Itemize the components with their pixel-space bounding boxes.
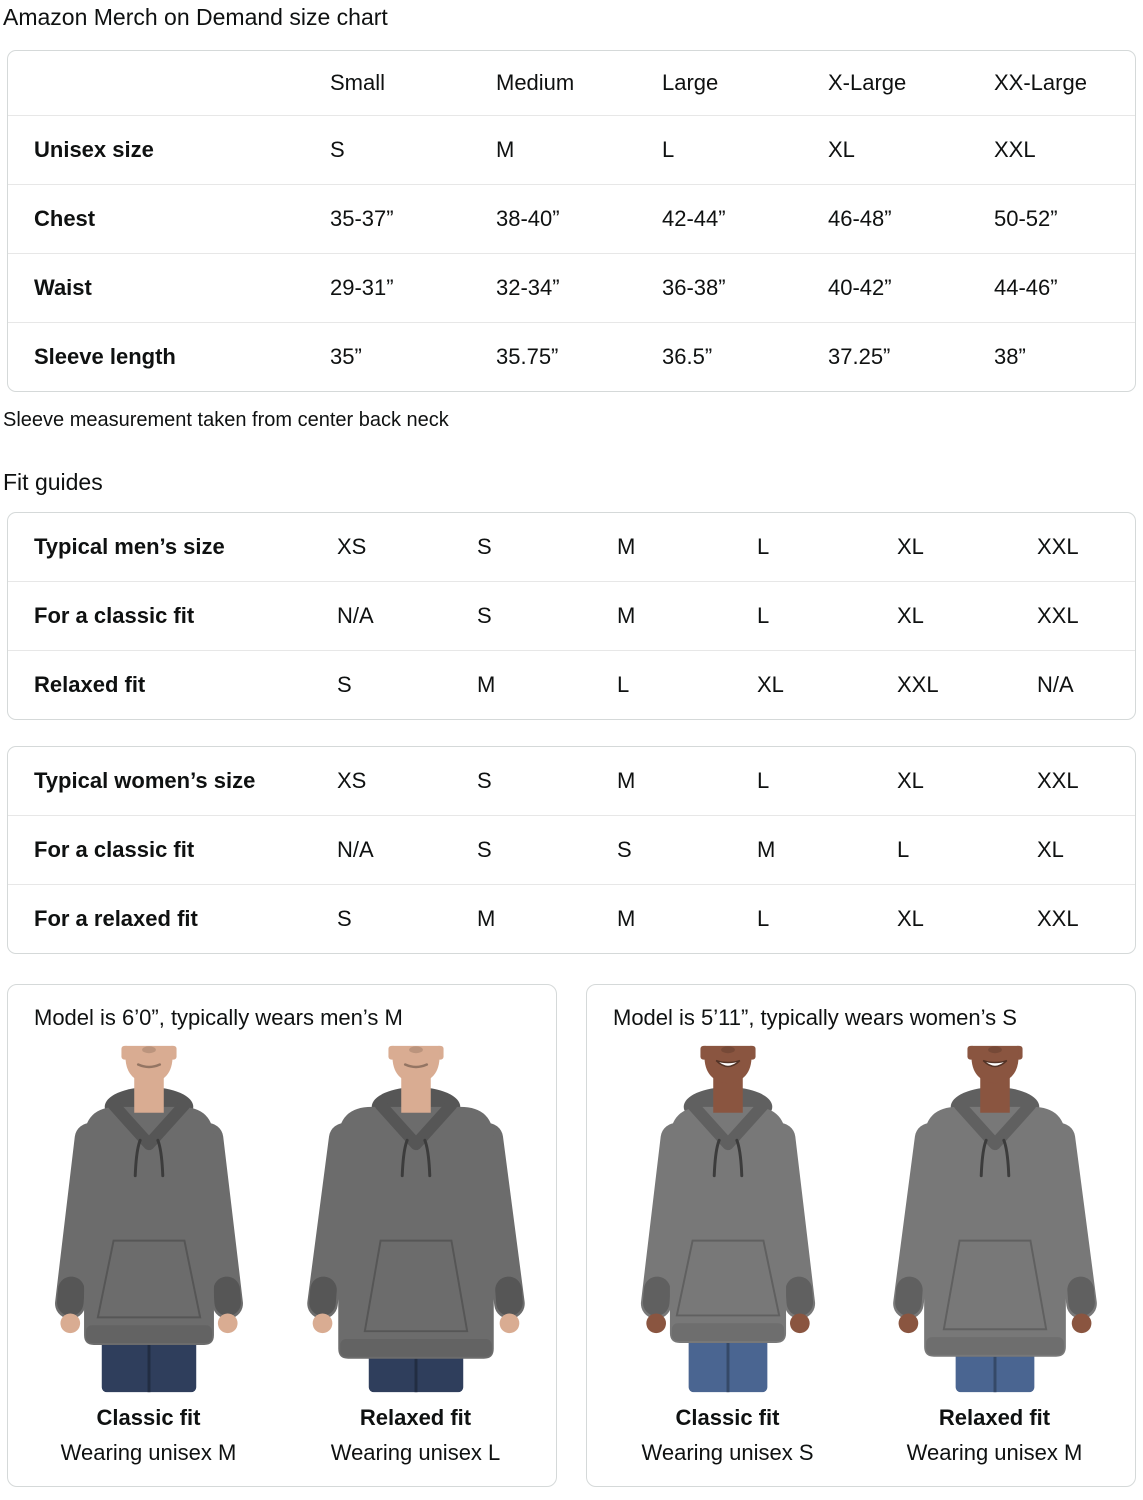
model-figure	[18, 1045, 279, 1466]
table-cell: L	[757, 603, 770, 628]
row-label: Chest	[34, 206, 96, 231]
row-label: For a relaxed fit	[34, 906, 198, 931]
table-cell: M	[617, 906, 636, 931]
table-cell: M	[477, 906, 496, 931]
model-figure	[597, 1045, 858, 1466]
table-row-sleeve-length	[8, 322, 1135, 391]
size-chart-page	[0, 4, 1143, 1487]
row-label: Typical men’s size	[34, 534, 225, 559]
table-cell: 37.25”	[828, 344, 891, 369]
table-cell: L	[757, 906, 770, 931]
table-row-mens-relaxed-fit	[8, 650, 1135, 719]
column-header-large: Large	[662, 70, 719, 95]
table-cell: 36.5”	[662, 344, 713, 369]
size-table-header-row	[8, 51, 1135, 115]
table-cell: L	[662, 137, 675, 162]
table-cell: 38”	[994, 344, 1026, 369]
column-header-small: Small	[330, 70, 386, 95]
table-cell: XXL	[1037, 906, 1079, 931]
table-cell: N/A	[337, 603, 374, 628]
table-row-unisex-size	[8, 115, 1135, 184]
column-header-medium: Medium	[496, 70, 575, 95]
fit-guides-heading: Fit guides	[3, 469, 103, 495]
table-cell: 40-42”	[828, 275, 892, 300]
table-cell: M	[757, 837, 776, 862]
table-row-typical-womens-size	[8, 747, 1135, 815]
mens-fit-table	[7, 512, 1136, 720]
table-row-waist	[8, 253, 1135, 322]
table-cell: S	[337, 906, 352, 931]
wearing-label: Wearing unisex L	[330, 1440, 501, 1465]
table-cell: XXL	[1037, 534, 1079, 559]
table-cell: XXL	[994, 137, 1036, 162]
table-cell: S	[337, 672, 352, 697]
table-cell: XXL	[1037, 603, 1079, 628]
table-cell: XXL	[897, 672, 939, 697]
womens-figures	[597, 1045, 1125, 1466]
table-cell: 35-37”	[330, 206, 394, 231]
mens-model-panel	[7, 984, 557, 1487]
table-cell: L	[617, 672, 630, 697]
column-header-x-large: X-Large	[828, 70, 907, 95]
column-header-xx-large: XX-Large	[994, 70, 1087, 95]
table-cell: 44-46”	[994, 275, 1058, 300]
table-cell: XS	[337, 534, 367, 559]
womens-panel-heading: Model is 5’11”, typically wears women’s S	[613, 1005, 1017, 1030]
table-cell: 35”	[330, 344, 362, 369]
wearing-label: Wearing unisex M	[906, 1440, 1083, 1465]
table-cell: S	[477, 768, 492, 793]
wearing-label: Wearing unisex M	[60, 1440, 237, 1465]
row-label: For a classic fit	[34, 603, 195, 628]
mens-relaxed-fit-photo	[293, 1045, 539, 1393]
womens-fit-table	[7, 746, 1136, 954]
table-cell: S	[477, 534, 492, 559]
table-cell: M	[617, 603, 636, 628]
row-label: For a classic fit	[34, 837, 195, 862]
table-cell: L	[757, 534, 770, 559]
table-cell: XL	[897, 768, 924, 793]
mens-classic-fit-photo	[26, 1045, 272, 1393]
table-cell: XL	[897, 534, 924, 559]
womens-model-panel	[586, 984, 1136, 1487]
table-row-mens-classic-fit	[8, 581, 1135, 650]
table-cell: S	[617, 837, 632, 862]
table-cell: XL	[897, 906, 924, 931]
mens-panel-heading: Model is 6’0”, typically wears men’s M	[34, 1005, 403, 1030]
table-cell: N/A	[1037, 672, 1074, 697]
table-cell: 46-48”	[828, 206, 892, 231]
table-cell: M	[496, 137, 515, 162]
fit-label: Relaxed fit	[359, 1405, 472, 1430]
row-label: Waist	[34, 275, 92, 300]
row-label: Sleeve length	[34, 344, 176, 369]
table-cell: M	[477, 672, 496, 697]
table-cell: XS	[337, 768, 367, 793]
table-row-typical-mens-size	[8, 513, 1135, 581]
row-label: Unisex size	[34, 137, 154, 162]
table-cell: M	[617, 534, 636, 559]
fit-label: Classic fit	[675, 1405, 780, 1430]
model-panels	[7, 984, 1136, 1487]
table-row-chest	[8, 184, 1135, 253]
table-cell: XXL	[1037, 768, 1079, 793]
table-cell: XL	[757, 672, 784, 697]
sleeve-measurement-note: Sleeve measurement taken from center back neck	[3, 409, 449, 431]
table-cell: L	[897, 837, 910, 862]
table-cell: L	[757, 768, 770, 793]
table-cell: 42-44”	[662, 206, 726, 231]
page-title: Amazon Merch on Demand size chart	[3, 4, 388, 30]
model-figure	[285, 1045, 546, 1466]
row-label: Typical women’s size	[34, 768, 256, 793]
table-cell: S	[330, 137, 345, 162]
model-figure	[864, 1045, 1125, 1466]
table-cell: 50-52”	[994, 206, 1058, 231]
table-cell: XL	[828, 137, 855, 162]
mens-figures	[18, 1045, 546, 1466]
row-label: Relaxed fit	[34, 672, 146, 697]
table-cell: S	[477, 603, 492, 628]
table-cell: XL	[1037, 837, 1064, 862]
table-cell: N/A	[337, 837, 374, 862]
table-cell: 32-34”	[496, 275, 560, 300]
fit-label: Relaxed fit	[938, 1405, 1051, 1430]
womens-relaxed-fit-photo	[872, 1045, 1118, 1393]
womens-classic-fit-photo	[605, 1045, 851, 1393]
wearing-label: Wearing unisex S	[641, 1440, 814, 1465]
table-cell: 29-31”	[330, 275, 394, 300]
table-cell: XL	[897, 603, 924, 628]
table-cell: 38-40”	[496, 206, 560, 231]
size-table	[7, 50, 1136, 392]
table-row-womens-classic-fit	[8, 815, 1135, 884]
table-cell: S	[477, 837, 492, 862]
table-cell: 35.75”	[496, 344, 559, 369]
fit-label: Classic fit	[96, 1405, 201, 1430]
table-cell: 36-38”	[662, 275, 726, 300]
table-cell: M	[617, 768, 636, 793]
table-row-womens-relaxed-fit	[8, 884, 1135, 953]
